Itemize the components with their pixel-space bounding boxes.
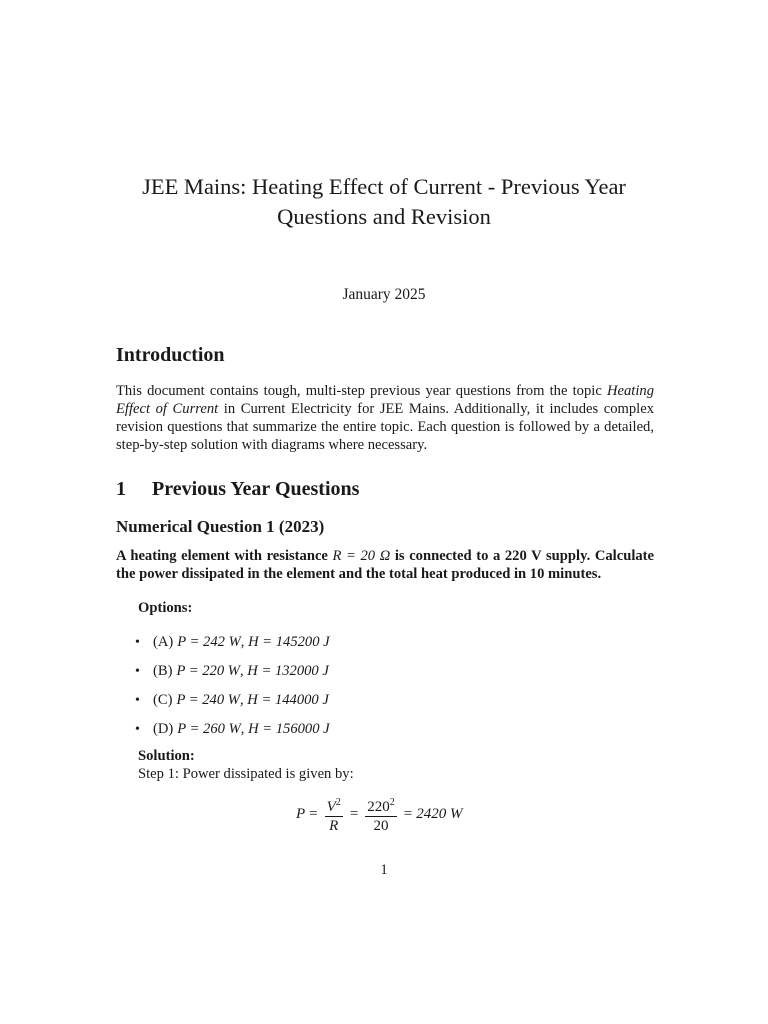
- option-label: (B): [153, 663, 173, 679]
- introduction-heading: Introduction: [116, 344, 225, 366]
- option-separator: ,: [240, 634, 249, 650]
- question-text: [116, 547, 654, 583]
- section-number: 1: [116, 478, 126, 500]
- option-separator: ,: [239, 663, 248, 679]
- option-heat: H = 144000 J: [247, 692, 329, 708]
- option-label: (A): [153, 634, 174, 650]
- option-item-b: [135, 657, 330, 686]
- introduction-paragraph: [116, 382, 654, 454]
- option-label: (D): [153, 721, 174, 737]
- document-title: JEE Mains: Heating Effect of Current - Previous Year Questions and Revision: [142, 174, 626, 229]
- question-text-part-2: is connected to a 220 V supply. Calculate the power dissipated in the element and the total heat produced in 10 minutes.: [116, 548, 655, 582]
- intro-text-part-2: in Current Electricity for JEE Mains. Additionally, it includes complex revision questions that summarize the entire topic. Each question is followed by a detailed, step-by-step solution with diagrams where necessary.: [116, 401, 655, 453]
- option-separator: ,: [239, 692, 248, 708]
- question-text-part-1: A heating element with resistance: [116, 548, 333, 564]
- question-heading: Numerical Question 1 (2023): [116, 517, 325, 536]
- bullet-icon: •: [135, 663, 140, 679]
- option-heat: H = 132000 J: [247, 663, 329, 679]
- option-separator: ,: [240, 721, 249, 737]
- equation-lhs: P: [296, 806, 306, 822]
- options-list: [135, 628, 330, 744]
- numerator-exponent: 2: [335, 797, 341, 808]
- option-power: P = 242 W: [177, 634, 241, 650]
- page-number: 1: [380, 862, 388, 878]
- fraction-numerator: [325, 794, 343, 816]
- numerator-exponent: 2: [389, 797, 395, 808]
- fraction-denominator: R: [329, 818, 339, 834]
- option-item-a: [135, 628, 330, 657]
- fraction-numeric: [365, 794, 397, 835]
- fraction-v-squared-over-r: [325, 794, 343, 835]
- bullet-icon: •: [135, 692, 140, 708]
- power-equation: [296, 794, 463, 835]
- bullet-icon: •: [135, 721, 140, 737]
- section-title: Previous Year Questions: [152, 478, 360, 500]
- solution-step-1: Step 1: Power dissipated is given by:: [138, 766, 354, 782]
- document-date: January 2025: [342, 286, 426, 303]
- question-resistance-math: R = 20 Ω: [332, 548, 391, 564]
- intro-topic-emphasis: Heating Effect of Current: [116, 383, 654, 417]
- numerator-var: V: [326, 799, 336, 815]
- option-power: P = 240 W: [176, 692, 240, 708]
- fraction-numerator: [365, 794, 397, 816]
- solution-label: Solution:: [138, 748, 195, 764]
- options-label: Options:: [138, 600, 193, 616]
- intro-text-part-1: This document contains tough, multi-step previous year questions from the topic: [116, 383, 607, 399]
- option-item-d: [135, 715, 330, 744]
- option-label: (C): [153, 692, 173, 708]
- option-power: P = 260 W: [177, 721, 241, 737]
- equals-sign: =: [403, 806, 413, 822]
- option-heat: H = 156000 J: [248, 721, 330, 737]
- numerator-value: 220: [367, 799, 390, 815]
- option-heat: H = 145200 J: [248, 634, 330, 650]
- equals-sign: =: [349, 806, 359, 822]
- equals-sign: =: [309, 806, 318, 822]
- bullet-icon: •: [135, 634, 140, 650]
- option-item-c: [135, 686, 330, 715]
- fraction-denominator: 20: [373, 818, 389, 834]
- option-power: P = 220 W: [176, 663, 240, 679]
- equation-result: 2420 W: [416, 806, 463, 822]
- section-heading: [116, 478, 359, 501]
